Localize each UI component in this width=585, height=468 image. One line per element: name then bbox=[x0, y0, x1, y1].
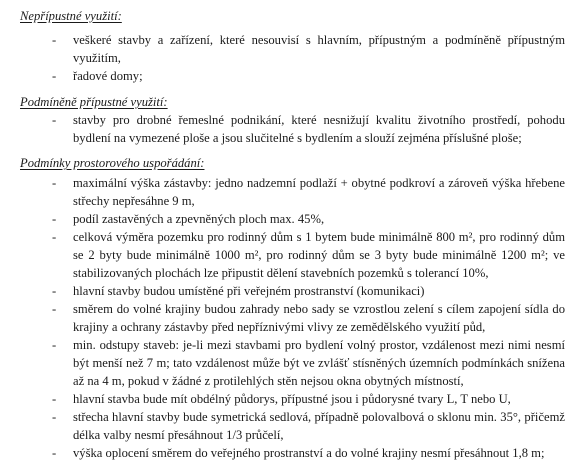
list-dash: - bbox=[52, 338, 57, 352]
list-item-text: hlavní stavby budou umístěné při veřejném prostranství (komunikaci) bbox=[73, 284, 425, 298]
list-item-text: stavby pro drobné řemeslné podnikání, které nesnižují kvalitu životního prostředí, pohodu bydlení na vymezené ploše a jsou slučitelné s bydlením a slouží zejména příslušné ploše; bbox=[73, 113, 565, 145]
list-item-text: celková výměra pozemku pro rodinný dům s 1 bytem bude minimálně 800 m², pro rodinný dům se 2 byty bude minimálně 1000 m², pro rodinný dům se 3 byty bude minimálně 1200 m²; ve stabilizovaných plochách lze připustit dělení stavebních pozemků s tolerancí 10%, bbox=[73, 230, 565, 280]
list-item-text: hlavní stavba bude mít obdélný půdorys, přípustné jsou i půdorysné tvary L, T nebo U, bbox=[73, 392, 511, 406]
section-heading: Podmínky prostorového uspořádání: bbox=[20, 156, 205, 170]
list-item-text: podíl zastavěných a zpevněných ploch max. 45%, bbox=[73, 212, 325, 226]
list-dash: - bbox=[52, 176, 57, 190]
list-dash: - bbox=[52, 230, 57, 244]
list-dash: - bbox=[52, 33, 57, 47]
list-item-text: výška oplocení směrem do veřejného prostranství a do volné krajiny nesmí přesáhnout 1,8 m; bbox=[73, 446, 545, 460]
list-dash: - bbox=[52, 302, 57, 316]
list-dash: - bbox=[52, 69, 57, 83]
list-dash: - bbox=[52, 446, 57, 460]
list-dash: - bbox=[52, 392, 57, 406]
list-item-text: min. odstupy staveb: je-li mezi stavbami pro bydlení volný prostor, vzdálenost mezi nimi nesmí být menší než 7 m; tato vzdálenost může být ve zvlášť stísněných územních podmínkách snížena až na 4 m, pokud v žádné z protilehlých stěn nejsou okna obytných místností, bbox=[73, 338, 565, 388]
section-heading: Nepřípustné využití: bbox=[20, 9, 122, 23]
list-dash: - bbox=[52, 284, 57, 298]
list-dash: - bbox=[52, 113, 57, 127]
list-item-text: maximální výška zástavby: jedno nadzemní podlaží + obytné podkroví a zároveň výška hřebene střechy nepřesáhne 9 m, bbox=[73, 176, 565, 208]
list-item-text: řadové domy; bbox=[73, 69, 143, 83]
section-heading: Podmíněně přípustné využití: bbox=[20, 95, 168, 109]
list-dash: - bbox=[52, 410, 57, 424]
list-dash: - bbox=[52, 212, 57, 226]
list-item-text: veškeré stavby a zařízení, které nesouvisí s hlavním, přípustným a podmíněně přípustným využitím, bbox=[73, 33, 565, 65]
list-item-text: směrem do volné krajiny budou zahrady nebo sady se vzrostlou zelení s cílem zapojení sídla do krajiny a ochrany zástavby před nepříznivými vlivy ze zemědělského využití půd, bbox=[73, 302, 565, 334]
list-item-text: střecha hlavní stavby bude symetrická sedlová, případně polovalbová o sklonu min. 35°, přičemž délka valby nesmí přesáhnout 1/3 průčelí, bbox=[73, 410, 565, 442]
